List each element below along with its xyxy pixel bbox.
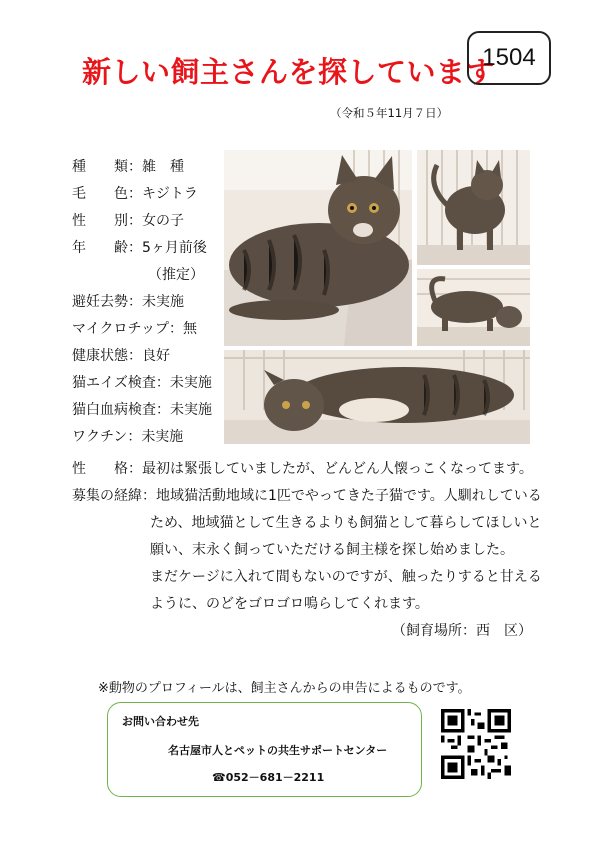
- profile-row-microchip: マイクロチップ：無: [72, 321, 198, 337]
- contact-heading: お問い合わせ先: [122, 715, 199, 728]
- story-line: 願い、末永く飼っていただける飼主様を探し始めました。: [150, 542, 514, 558]
- profile-row-age-note: （推定）: [148, 267, 204, 283]
- profile-row-color: 毛 色：キジトラ: [72, 186, 198, 202]
- disclaimer-note: ※動物のプロフィールは、飼主さんからの申告によるものです。: [98, 681, 471, 696]
- cat-photo-standing: [417, 150, 530, 265]
- profile-row-health: 健康状態：良好: [72, 348, 170, 364]
- profile-row-felv: 猫白血病検査：未実施: [72, 402, 212, 418]
- story-line: ため、地域猫として生きるよりも飼猫として暮らしてほしいと: [150, 515, 542, 531]
- cat-photo-main: [224, 150, 412, 346]
- cat-photo-lying: [224, 350, 530, 444]
- contact-box: [107, 702, 422, 797]
- personality-row: 性 格：最初は緊張していましたが、どんどん人懐っこくなってます。: [72, 461, 533, 477]
- profile-row-fiv: 猫エイズ検査：未実施: [72, 375, 212, 391]
- profile-row-spay: 避妊去勢：未実施: [72, 294, 184, 310]
- page-title: 新しい飼主さんを探しています: [82, 55, 496, 89]
- profile-row-type: 種 類：雑 種: [72, 159, 184, 175]
- story-row: 募集の経緯：地域猫活動地域に1匹でやってきた子猫です。人馴れしている: [72, 488, 542, 504]
- date-label: （令和５年11月７日）: [330, 106, 449, 120]
- personality-text: 最初は緊張していましたが、どんどん人懐っこくなってます。: [142, 461, 533, 477]
- profile-row-age: 年 齢：5ヶ月前後: [72, 240, 207, 256]
- location-label: （飼育場所：西 区）: [392, 623, 532, 639]
- story-line: ように、のどをゴロゴロ鳴らしてくれます。: [150, 596, 429, 612]
- profile-row-vaccine: ワクチン：未実施: [72, 429, 184, 445]
- profile-row-sex: 性 別：女の子: [72, 213, 184, 229]
- id-number-box: 1504: [467, 31, 551, 85]
- qr-code[interactable]: [441, 709, 511, 779]
- cat-photo-stretching: [417, 269, 530, 346]
- contact-phone[interactable]: ☎052－681－2211: [212, 771, 325, 784]
- description-section: [72, 456, 542, 645]
- contact-org: 名古屋市人とペットの共生サポートセンター: [168, 744, 388, 757]
- story-line: まだケージに入れて間もないのですが、触ったりすると甘える: [150, 569, 542, 585]
